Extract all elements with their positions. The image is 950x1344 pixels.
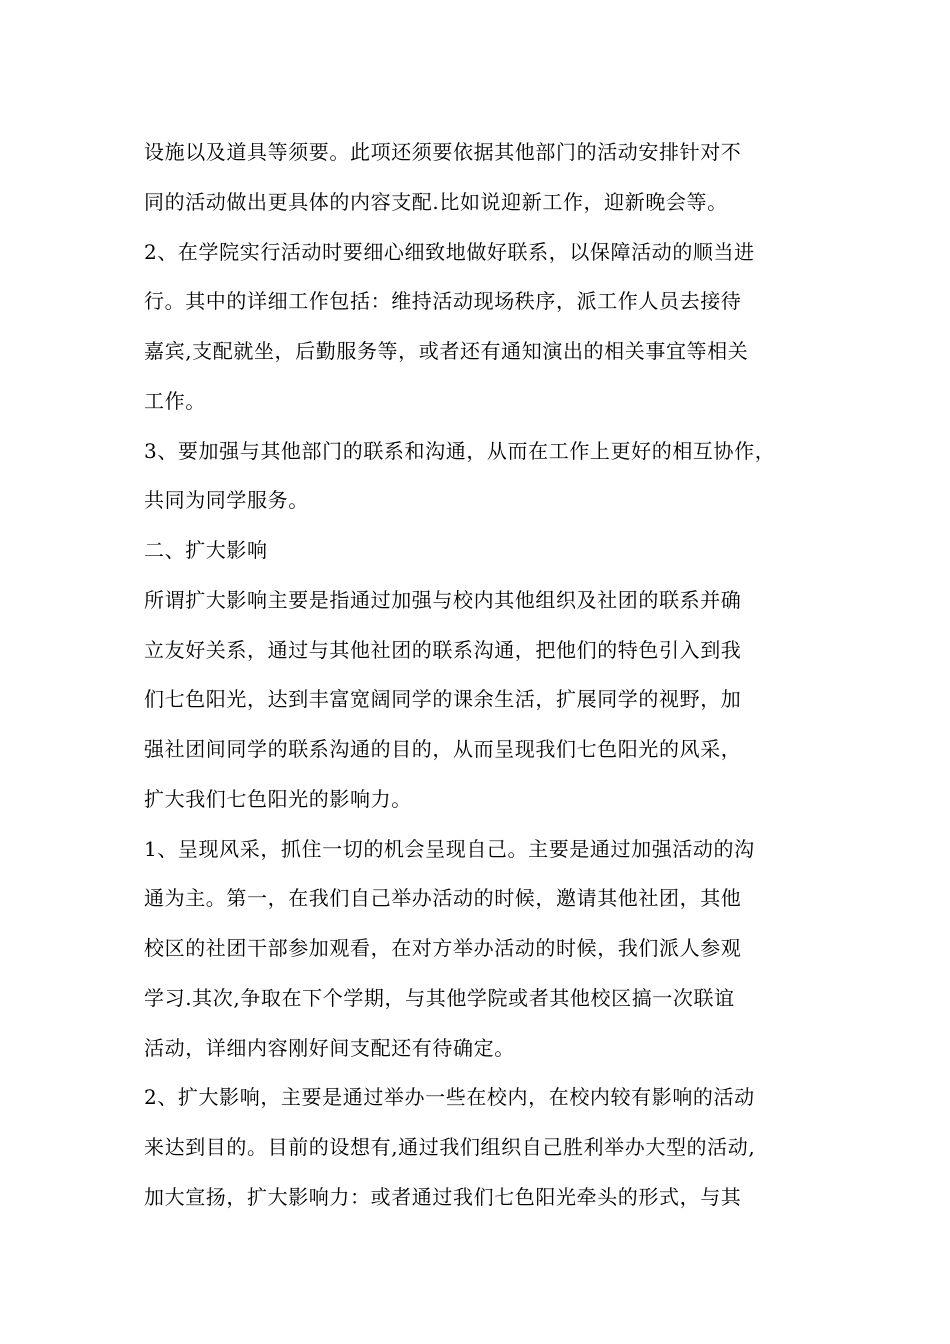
text-line: 行。其中的详细工作包括：维持活动现场秩序，派工作人员去接待 <box>144 289 742 313</box>
section-heading: 二、扩大影响 <box>144 538 268 562</box>
text-line: 加大宣扬，扩大影响力：或者通过我们七色阳光牵头的形式，与其 <box>144 1185 742 1209</box>
text-line: 设施以及道具等须要。此项还须要依据其他部门的活动安排针对不 <box>144 140 742 164</box>
text-line: 学习.其次,争取在下个学期，与其他学院或者其他校区搞一次联谊 <box>144 986 735 1010</box>
text-line: 所谓扩大影响主要是指通过加强与校内其他组织及社团的联系并确 <box>144 588 742 612</box>
text-line: 3、要加强与其他部门的联系和沟通，从而在工作上更好的相互协作， <box>144 439 776 463</box>
text-line: 立友好关系，通过与其他社团的联系沟通，把他们的特色引入到我 <box>144 638 742 662</box>
text-line: 1、呈现风采，抓住一切的机会呈现自己。主要是通过加强活动的沟 <box>144 837 755 861</box>
text-line: 2、扩大影响，主要是通过举办一些在校内，在校内较有影响的活动 <box>144 1085 755 1109</box>
text-line: 2、在学院实行活动时要细心细致地做好联系，以保障活动的顺当进 <box>144 240 755 264</box>
text-line: 校区的社团干部参加观看，在对方举办活动的时候，我们派人参观 <box>144 936 742 960</box>
text-line: 们七色阳光，达到丰富宽阔同学的课余生活，扩展同学的视野，加 <box>144 687 742 711</box>
text-line: 来达到目的。目前的设想有,通过我们组织自己胜利举办大型的活动, <box>144 1135 756 1159</box>
text-line: 强社团间同学的联系沟通的目的，从而呈现我们七色阳光的风采， <box>144 737 742 761</box>
text-line: 扩大我们七色阳光的影响力。 <box>144 787 412 811</box>
text-line: 通为主。第一，在我们自己举办活动的时候，邀请其他社团，其他 <box>144 886 742 910</box>
text-line: 共同为同学服务。 <box>144 488 309 512</box>
text-line: 活动，详细内容刚好间支配还有待确定。 <box>144 1036 515 1060</box>
text-line: 同的活动做出更具体的内容支配.比如说迎新工作，迎新晚会等。 <box>144 190 728 214</box>
text-line: 嘉宾,支配就坐，后勤服务等，或者还有通知演出的相关事宜等相关 <box>144 339 749 363</box>
text-line: 工作。 <box>144 389 206 413</box>
